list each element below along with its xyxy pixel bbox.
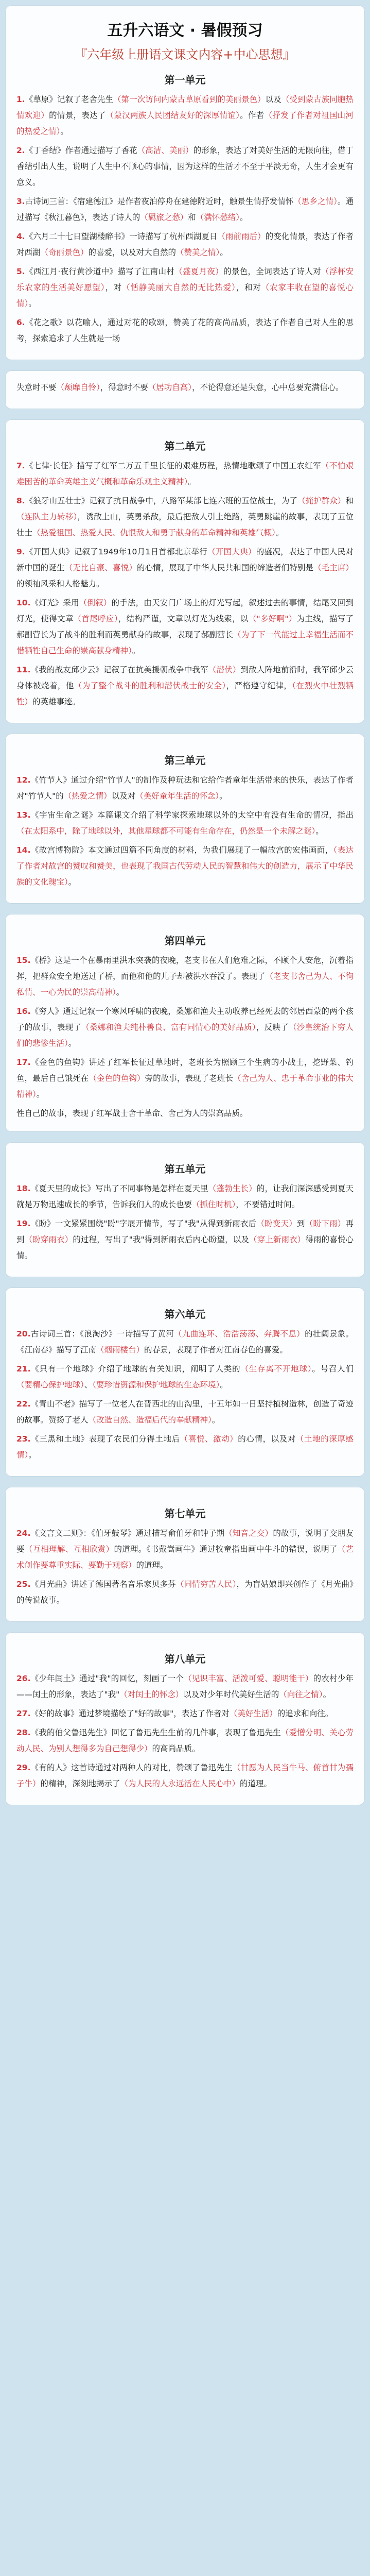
unit-title: 第五单元 — [164, 1163, 206, 1175]
highlight-phrase: （蒙汉两族人民团结友好的深厚情谊） — [105, 111, 240, 120]
lesson-item — [16, 1181, 354, 1213]
highlight-phrase: （盛夏月夜） — [174, 267, 224, 276]
highlight-phrase: （农家丰收在望的喜悦心情） — [16, 283, 354, 308]
highlight-phrase: （浮杯安乐农家的生活美好愿望） — [16, 267, 354, 292]
lesson-text: 《花之歌》以花喻人，通过对花的歌颂，赞美了花的高尚品质，表达了作者自己对人生的思考，探索追求了人生就是一场 — [16, 318, 354, 343]
unit-title: 第三单元 — [164, 754, 206, 767]
highlight-phrase: （九曲连环、浩浩荡荡、奔腾不息） — [173, 1329, 305, 1338]
continued-text: 性自己的故事，表现了红军战士舍干革命、舍己为人的崇高品质。 — [16, 1109, 248, 1118]
highlight-phrase: （奇丽景色） — [40, 248, 89, 257]
lesson-number: 2. — [16, 146, 25, 155]
highlight-phrase: （向往之情） — [279, 1690, 323, 1699]
lesson-text: 古诗词三首：《浪淘沙》一诗描写了黄河（九曲连环、浩浩荡荡、奔腾不息）的壮阔景象。《江南春》描写了江南（烟雨楼台）的春景，表现了作者对江南春色的喜爱。 — [16, 1329, 354, 1354]
lesson-text: 《有的人》这首诗通过对两种人的对比，赞颂了鲁迅先生（甘愿为人民当牛马、俯首甘为孺子牛）的精神，深刻地揭示了（为人民的人永远活在人民心中）的道理。 — [16, 1763, 354, 1788]
lesson-text: 《穷人》通过记叙一个寒风呼啸的夜晚，桑娜和渔夫主动收养已经死去的邻居西蒙的两个孩子的故事，表现了（桑娜和渔夫纯朴善良、富有同情心的美好品质），反映了（沙皇统治下穷人们的悲惨生活）。 — [16, 1007, 354, 1048]
highlight-phrase: （抓住时机） — [192, 1200, 236, 1209]
lesson-item — [16, 92, 354, 140]
highlight-phrase: （生存离不开地球） — [240, 1364, 312, 1374]
lesson-item — [16, 1004, 354, 1052]
content-card — [5, 734, 365, 904]
lesson-item — [16, 264, 354, 312]
lesson-item — [16, 1055, 354, 1103]
lesson-item — [16, 1526, 354, 1573]
lesson-number: 10. — [16, 598, 31, 607]
page-subtitle: 『六年级上册语文课文内容+中心思想』 — [75, 47, 295, 62]
lesson-item — [16, 1577, 354, 1608]
content-card — [5, 1142, 365, 1277]
lesson-item — [16, 493, 354, 541]
highlight-phrase: （不怕艰难困苦的革命英雄主义气概和革命乐观主义精神） — [16, 461, 354, 486]
lesson-item — [16, 194, 354, 226]
highlight-phrase: （第一次访问内蒙古草原看到的美丽景色） — [113, 95, 266, 104]
highlight-phrase: （表达了作者对故宫的赞叹和赞美，也表现了我国古代劳动人民的智慧和伟大的创造力，展示了中华民族的文化瑰宝） — [16, 845, 354, 887]
highlight-phrase: （"多好啊"） — [248, 614, 297, 623]
lesson-item — [16, 458, 354, 490]
highlight-phrase: （在太阳系中，除了地球以外，其他星球都不可能有生命存在，仍然是一个未解之谜） — [16, 826, 316, 836]
highlight-phrase: （见识丰富、活泼可爱、聪明能干） — [184, 1674, 313, 1683]
lesson-text: 《竹节人》通过介绍"竹节人"的制作及种玩法和它给作者童年生活带来的快乐，表达了作者对"竹节人"的（热爱之情）以及对（美好童年生活的怀念）。 — [16, 775, 354, 801]
highlight-phrase: （桑娜和渔夫纯朴善良、富有同情心的美好品质） — [81, 1023, 256, 1032]
lesson-number: 11. — [16, 665, 31, 674]
lesson-number: 20. — [16, 1329, 31, 1338]
highlight-phrase: （无比自豪、喜悦） — [64, 563, 137, 572]
highlight-phrase: （盼变天） — [256, 1219, 297, 1228]
highlight-phrase: （潜伏） — [208, 665, 241, 674]
content-card — [5, 914, 365, 1132]
highlight-phrase: （连队主力转移） — [16, 512, 78, 521]
highlight-phrase: （甘愿为人民当牛马、俯首甘为孺子牛） — [16, 1763, 354, 1788]
lesson-item — [16, 662, 354, 710]
lesson-number: 6. — [16, 318, 25, 327]
lesson-item — [16, 1706, 354, 1722]
highlight-phrase: （知音之交） — [224, 1529, 273, 1538]
lesson-number: 16. — [16, 1007, 31, 1016]
highlight-phrase: （要珍惜资源和保护地球的生态环境） — [92, 1380, 220, 1389]
lesson-number: 15. — [16, 956, 31, 965]
highlight-phrase: （高洁、美丽） — [137, 146, 193, 155]
content-card — [5, 370, 365, 409]
highlight-phrase: （改造自然、造福后代的奉献精神） — [88, 1415, 212, 1425]
lesson-text: 《三黑和土地》表现了农民们分得土地后（喜悦、激动）的心情，以及对（土地的深厚感情）。 — [16, 1434, 354, 1460]
lesson-item — [16, 1361, 354, 1393]
lesson-number: 19. — [16, 1219, 31, 1228]
lesson-text: 《盼》一文紧紧围绕"盼"字展开情节，写了"我"从得到新雨衣后（盼变天）到（盼下雨）再到（盼穿雨衣）的过程，写出了"我"得到新雨衣后内心盼望，以及（穿上新雨衣）得雨的喜悦心情。 — [16, 1219, 354, 1260]
lesson-number: 25. — [16, 1580, 31, 1589]
highlight-phrase: （蓬勃生长） — [208, 1184, 257, 1193]
lesson-number: 9. — [16, 547, 25, 556]
lesson-number: 17. — [16, 1058, 31, 1067]
lesson-text: 《西江月·夜行黄沙道中》描写了江南山村（盛夏月夜）的景色，全词表达了诗人对（浮杯安乐农家的生活美好愿望），对（恬静美丽大自然的无比热爱），和对（农家丰收在望的喜悦心情）。 — [16, 267, 354, 308]
lesson-text: 《狼牙山五壮士》记叙了抗日战争中，八路军某部七连六班的五位战士，为了（掩护群众）和（连队主力转移），诱敌上山，英勇杀敌，最后把敌人引上绝路，英勇跳崖的故事，表现了五位壮士（热爱祖国、热爱人民、仇恨敌人和勇于献身的革命精神和英雄气概）。 — [16, 496, 354, 537]
lesson-number: 28. — [16, 1728, 31, 1737]
lesson-number: 13. — [16, 810, 31, 820]
lesson-text: 《开国大典》记叙了1949年10月1日首都北京举行（开国大典）的盛况，表达了中国人民对新中国的诞生（无比自豪、喜悦）的心情，展现了中华人民共和国的缔造者们特别是（毛主席）的领袖风采和人格魅力。 — [16, 547, 354, 588]
lesson-text: 《宇宙生命之谜》本篇课文介绍了科学家探索地球以外的太空中有没有生命的情况，指出（在太阳系中，除了地球以外，其他星球都不可能有生命存在，仍然是一个未解之谜）。 — [16, 810, 354, 836]
highlight-phrase: （土地的深厚感情） — [16, 1434, 354, 1460]
lesson-number: 1. — [16, 95, 25, 104]
lesson-text: 《月光曲》讲述了德国著名音乐家贝多芬（同情穷苦人民），为盲姑娘即兴创作了《月光曲》的传说故事。 — [16, 1580, 354, 1605]
lesson-text: 《故宫博物院》本文通过四篇不同角度的材料，为我们展现了一幅故宫的宏伟画面，（表达了作者对故宫的赞叹和赞美，也表现了我国古代劳动人民的智慧和伟大的创造力，展示了中华民族的文化瑰宝）。 — [16, 845, 354, 887]
highlight-phrase: （互相理解、互相欣赏） — [24, 1545, 114, 1554]
lesson-item — [16, 772, 354, 804]
highlight-phrase: （毛主席） — [313, 563, 354, 572]
lesson-text: 《灯光》采用（倒叙）的手法，由天安门广场上的灯光写起，叙述过去的事情，结尾又回到灯光，使得文章（首尾呼应），结构严谨，文章以灯光为线索，以（"多好啊"）为主线，描写了郝副营长为了战斗的胜利而英勇献身的故事，表现了郝副营长（为了下一代能过上幸福生活而不惜牺牲自己生命的崇高献身精神）。 — [16, 598, 354, 655]
highlight-phrase: （美好童年生活的怀念） — [135, 791, 220, 801]
highlight-phrase: （美好生活） — [229, 1709, 277, 1718]
lesson-item — [16, 807, 354, 839]
lesson-number: 27. — [16, 1709, 31, 1718]
lesson-item — [16, 953, 354, 1001]
content-card — [5, 1632, 365, 1805]
highlight-phrase: （抒发了作者对祖国山河的热爱之情） — [16, 111, 354, 136]
unit-title: 第六单元 — [164, 1308, 206, 1320]
highlight-phrase: （为了下一代能过上幸福生活而不惜牺牲自己生命的崇高献身精神） — [16, 630, 354, 655]
highlight-phrase: （为了整个战斗的胜利和潜伏战士的安全） — [74, 681, 226, 690]
highlight-phrase: （金色的鱼钩） — [89, 1074, 145, 1083]
highlight-phrase: （热爱之情） — [63, 791, 112, 801]
lesson-text: 《少年闰土》通过"我"的回忆，刻画了一个（见识丰富、活泼可爱、聪明能干）的农村少年——闰土的形象，表达了"我"（对闰土的怀念）以及对少年时代美好生活的（向往之情）。 — [16, 1674, 354, 1699]
lesson-text: 《只有一个地球》介绍了地球的有关知识，阐明了人类的（生存离不开地球）。号召人们（要精心保护地球）、（要珍惜资源和保护地球的生态环境）。 — [16, 1364, 354, 1389]
lesson-text: 《草原》记叙了老舍先生（第一次访问内蒙古草原看到的美丽景色）以及（受到蒙古族同胞热情欢迎）的情景，表达了（蒙汉两族人民团结友好的深厚情谊）。作者（抒发了作者对祖国山河的热爱之情）。 — [16, 95, 354, 136]
unit-title: 第四单元 — [164, 935, 206, 947]
highlight-phrase: （要精心保护地球） — [16, 1380, 84, 1389]
highlight-phrase: （恬静美丽大自然的无比热爱） — [122, 283, 236, 292]
lesson-number: 18. — [16, 1184, 31, 1193]
lesson-item — [16, 315, 354, 347]
lesson-number: 26. — [16, 1674, 31, 1683]
lesson-item — [16, 595, 354, 659]
lesson-item — [16, 1725, 354, 1757]
lesson-number: 7. — [16, 461, 25, 470]
highlight-phrase: （为人民的人永远活在人民心中） — [120, 1779, 240, 1788]
lesson-text: 《桥》这是一个在暴雨里洪水突袭的夜晚，老支书在人们危难之际，不顾个人安危，沉着指挥，把群众安全地送过了桥，而他和他的儿子却被洪水吞没了。表现了（老支书舍己为人、不徇私情、一心为民的崇高精神）。 — [16, 956, 354, 997]
lesson-number: 5. — [16, 267, 25, 276]
lesson-text: 《文言文二则》：《伯牙鼓琴》通过描写俞伯牙和钟子期（知音之交）的故事，说明了交朋友要（互相理解、互相欣赏）的道理。《书戴嵩画牛》通过牧童指出画中牛斗的错误，说明了（艺术创作要尊重实际、要勤于观察）的道理。 — [16, 1529, 354, 1570]
lesson-item — [16, 1671, 354, 1703]
highlight-phrase: （老支书舍己为人、不徇私情、一心为民的崇高精神） — [16, 972, 354, 997]
unit-title: 第一单元 — [164, 74, 206, 86]
highlight-phrase: （烟雨楼台） — [96, 1345, 145, 1354]
highlight-phrase: （穿上新雨衣） — [249, 1235, 306, 1244]
highlight-phrase: （盼穿雨衣） — [24, 1235, 73, 1244]
lesson-number: 29. — [16, 1763, 31, 1772]
highlight-phrase: （颓靡自怜） — [56, 383, 100, 392]
lesson-number: 4. — [16, 232, 25, 241]
lesson-text: 《夏天里的成长》写出了不同事物是怎样在夏天里（蓬勃生长）的，让我们深深感受到夏天就是万物迅速成长的季节，告诉我们人的成长也要（抓住时机），不要错过时间。 — [16, 1184, 354, 1209]
content-card — [5, 5, 365, 360]
lesson-item — [16, 544, 354, 592]
lesson-item — [16, 143, 354, 191]
lesson-text: 《六月二十七日望湖楼醉书》一诗描写了杭州西湖夏日（雨前雨后）的变化情景，表达了作者对西湖（奇丽景色）的喜爱，以及对大自然的（赞美之情）。 — [16, 232, 354, 257]
lesson-number: 21. — [16, 1364, 31, 1374]
highlight-phrase: （热爱祖国、热爱人民、仇恨敌人和勇于献身的革命精神和英雄气概） — [32, 528, 276, 537]
highlight-phrase: （掩护群众） — [297, 496, 346, 505]
lesson-text: 《七律·长征》描写了红军二万五千里长征的艰难历程，热情地歌颂了中国工农红军（不怕艰难困苦的革命英雄主义气概和革命乐观主义精神）。 — [16, 461, 354, 486]
unit-title: 第七单元 — [164, 1507, 206, 1520]
highlight-phrase: （艺术创作要尊重实际、要勤于观察） — [16, 1545, 354, 1570]
lesson-item — [16, 229, 354, 261]
lesson-number: 24. — [16, 1529, 31, 1538]
highlight-phrase: （受到蒙古族同胞热情欢迎） — [16, 95, 354, 120]
highlight-phrase: （倒叙） — [79, 598, 112, 607]
lesson-item — [16, 1760, 354, 1792]
lesson-number: 14. — [16, 845, 31, 855]
highlight-phrase: （思乡之情） — [293, 197, 338, 206]
lesson-text: 《好的故事》通过梦境描绘了"好的故事"，表达了作者对（美好生活）的追求和向往。 — [30, 1709, 333, 1718]
highlight-phrase: （喜悦、激动） — [180, 1434, 238, 1444]
content-card — [5, 1487, 365, 1622]
highlight-phrase: （盼下雨） — [305, 1219, 346, 1228]
highlight-phrase: （对闰土的怀念） — [119, 1690, 184, 1699]
unit-title: 第八单元 — [164, 1653, 206, 1665]
lesson-text: 《丁香结》作者通过描写了香花（高洁、美丽）的形象，表达了对美好生活的无限向往，借丁香结引出人生，说明了人生中不顺心的事情，因为这样的生活才不至于平淡无奇，人生才会更有意义。 — [16, 146, 354, 187]
highlight-phrase: （爱憎分明、关心劳动人民、为别人想得多为自己想得少） — [16, 1728, 354, 1753]
lesson-item — [16, 1431, 354, 1463]
highlight-phrase: （舍己为人、忠于革命事业的伟大精神） — [16, 1074, 354, 1099]
highlight-phrase: （在烈火中壮烈牺牲） — [16, 681, 354, 706]
lesson-item — [16, 1396, 354, 1428]
highlight-phrase: （满怀愁绪） — [196, 213, 240, 222]
lesson-number: 23. — [16, 1434, 31, 1444]
page-title: 五升六语文 · 暑假预习 — [107, 22, 263, 40]
lesson-number: 8. — [16, 496, 25, 505]
lesson-item — [16, 1326, 354, 1358]
highlight-phrase: （居功自高） — [148, 383, 192, 392]
lesson-text: 《金色的鱼钩》讲述了红军长征过草地时，老班长为照顾三个生病的小战士，挖野菜、钓鱼，最后自己饿死在（金色的鱼钩）旁的故事，表现了老班长（舍己为人、忠于革命事业的伟大精神）。 — [16, 1058, 354, 1099]
lesson-text: 《我的伯父鲁迅先生》回忆了鲁迅先生生前的几件事，表现了鲁迅先生（爱憎分明、关心劳动人民、为别人想得多为自己想得少）的高尚品质。 — [16, 1728, 354, 1753]
lesson-item — [16, 842, 354, 890]
lesson-text: 《青山不老》描写了一位老人在晋西北的山沟里，十五年如一日坚持植树造林，创造了奇迹的故事。赞扬了老人（改造自然、造福后代的奉献精神）。 — [16, 1399, 354, 1425]
lesson-number: 12. — [16, 775, 31, 785]
lesson-item — [16, 1216, 354, 1264]
content-card — [5, 1287, 365, 1477]
highlight-phrase: （羁旅之愁） — [140, 213, 188, 222]
lesson-number: 3. — [16, 197, 25, 206]
highlight-phrase: （首尾呼应） — [73, 614, 118, 623]
highlight-phrase: （同情穷苦人民） — [175, 1580, 237, 1589]
highlight-phrase: （开国大典） — [207, 547, 256, 556]
cards-container — [5, 5, 365, 1805]
lesson-text: 古诗词三首：《宿建德江》是作者夜泊停舟在建德附近时，触景生情抒发情怀（思乡之情）。通过描写《秋江暮色》，表达了诗人的（羁旅之愁）和（满怀愁绪）。 — [16, 197, 354, 222]
content-card — [5, 419, 365, 723]
highlight-phrase: （赞美之情） — [176, 248, 220, 257]
lesson-text: 《我的战友邱少云》记叙了在抗美援朝战争中我军（潜伏）到敌人阵地前沿时，我军邱少云身体被烧着，他（为了整个战斗的胜利和潜伏战士的安全），严格遵守纪律，（在烈火中壮烈牺牲）的英雄事迹。 — [16, 665, 354, 706]
lesson-item — [16, 380, 354, 396]
lesson-number: 22. — [16, 1399, 31, 1409]
highlight-phrase: （雨前雨后） — [217, 232, 266, 241]
lesson-text: 失意时不要（颓靡自怜），得意时不要（居功自高），不论得意还是失意，心中总要充满信心。 — [16, 383, 344, 392]
highlight-phrase: （沙皇统治下穷人们的悲惨生活） — [16, 1023, 354, 1048]
unit-title: 第二单元 — [164, 440, 206, 452]
